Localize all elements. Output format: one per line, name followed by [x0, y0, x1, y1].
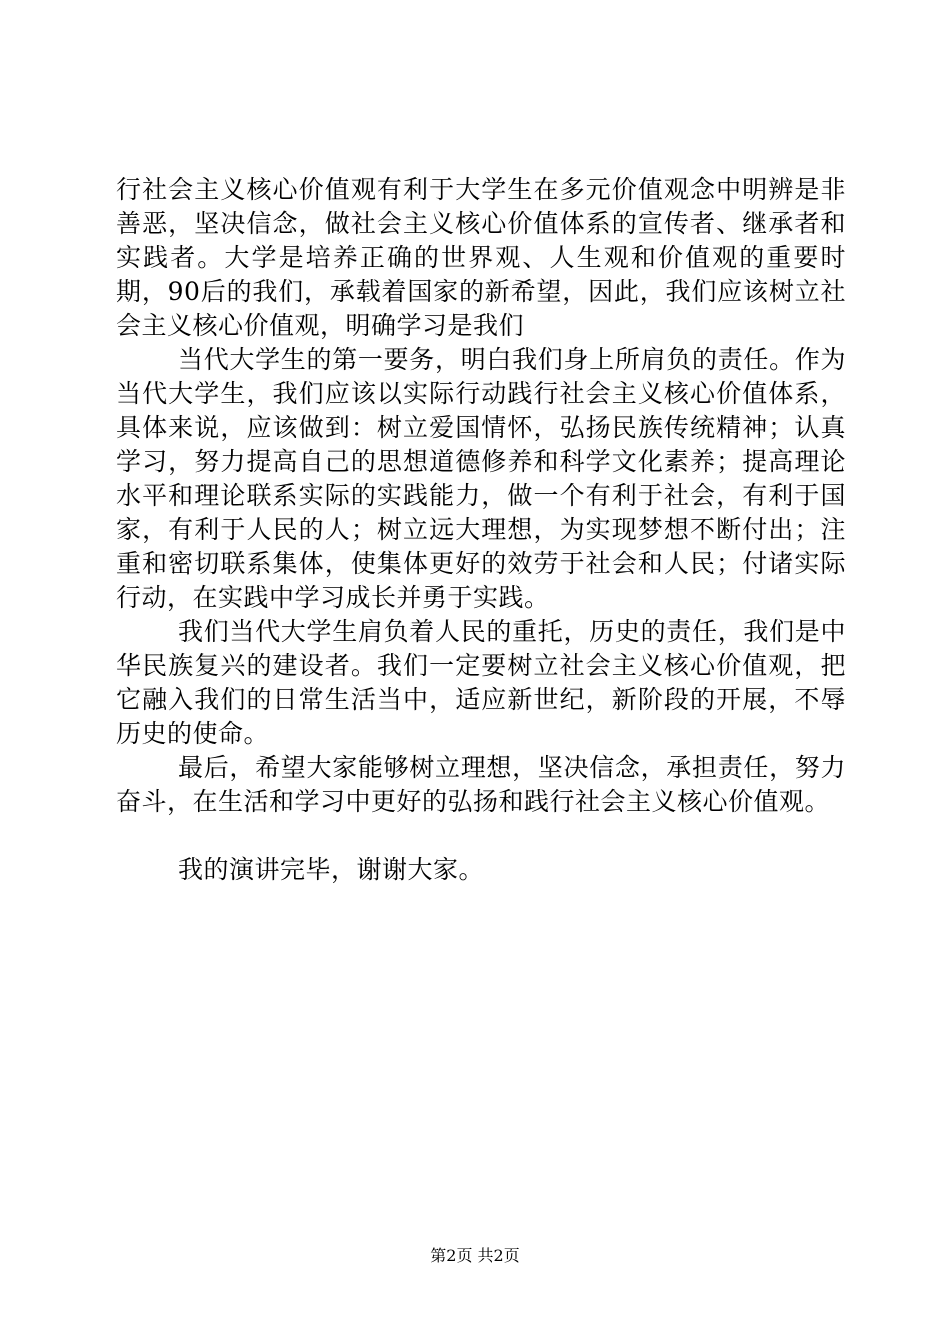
page-number-footer: 第2页 共2页: [430, 1246, 520, 1265]
document-body: [116, 173, 846, 887]
paragraph-mission: 我们当代大学生肩负着人民的重托，历史的责任，我们是中华民族复兴的建设者。我们一定要树立社会主义核心价值观，把它融入我们的日常生活当中，适应新世纪，新阶段的开展，不辱历史的使命。: [116, 617, 846, 748]
paragraph-conclusion: 最后，希望大家能够树立理想，坚决信念，承担责任，努力奋斗，在生活和学习中更好的弘扬和践行社会主义核心价值观。: [116, 753, 846, 816]
paragraph-closing: 我的演讲完毕，谢谢大家。: [178, 855, 485, 884]
paragraph-continuation: 行社会主义核心价值观有利于大学生在多元价值观念中明辨是非善恶，坚决信念，做社会主义核心价值体系的宣传者、继承者和实践者。大学是培养正确的世界观、人生观和价值观的重要时期，90后的我们，承载着国家的新希望，因此，我们应该树立社会主义核心价值观，明确学习是我们: [116, 175, 846, 340]
paragraph-responsibility: 当代大学生的第一要务，明白我们身上所肩负的责任。作为当代大学生，我们应该以实际行动践行社会主义核心价值体系，具体来说，应该做到：树立爱国情怀，弘扬民族传统精神；认真学习，努力提高自己的思想道德修养和科学文化素养；提高理论水平和理论联系实际的实践能力，做一个有利于社会，有利于国家，有利于人民的人；树立远大理想，为实现梦想不断付出；注重和密切联系集体，使集体更好的效劳于社会和人民；付诸实际行动，在实践中学习成长并勇于实践。: [116, 345, 846, 612]
